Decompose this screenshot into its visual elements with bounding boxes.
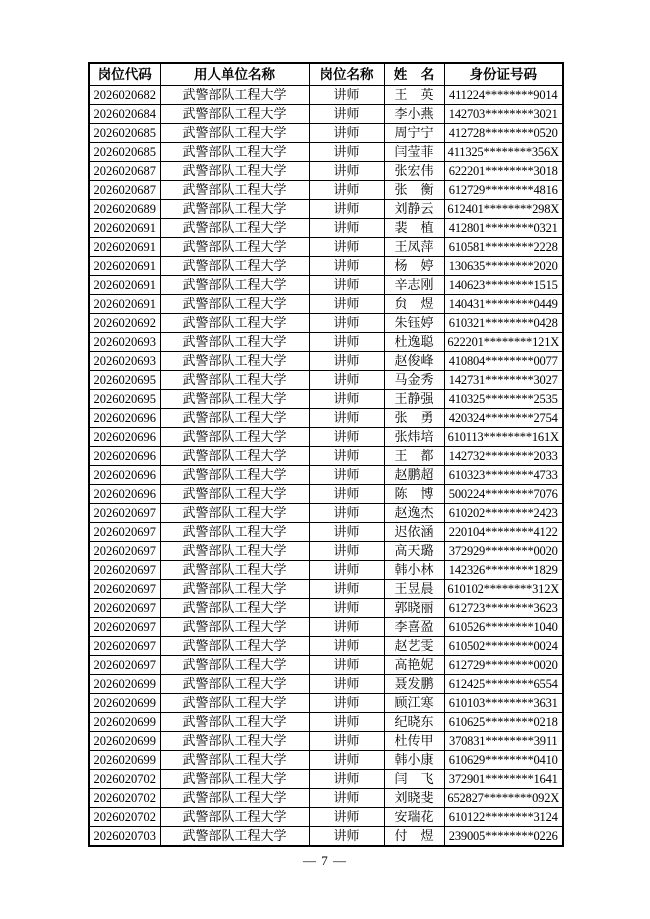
cell-name: 赵逸杰 <box>384 504 444 523</box>
cell-id-number: 612729********4816 <box>444 181 563 200</box>
cell-position-name: 讲师 <box>309 238 384 257</box>
cell-name: 刘静云 <box>384 200 444 219</box>
cell-position-code: 2026020699 <box>89 751 160 770</box>
cell-position-name: 讲师 <box>309 808 384 827</box>
cell-name: 韩小康 <box>384 751 444 770</box>
cell-name: 付 煜 <box>384 827 444 847</box>
cell-id-number: 610625********0218 <box>444 713 563 732</box>
cell-name: 赵俊峰 <box>384 352 444 371</box>
cell-position-code: 2026020691 <box>89 257 160 276</box>
table-row <box>89 143 563 162</box>
table-row <box>89 827 563 847</box>
cell-position-code: 2026020702 <box>89 770 160 789</box>
cell-id-number: 610202********2423 <box>444 504 563 523</box>
cell-employer-name: 武警部队工程大学 <box>160 371 309 390</box>
cell-id-number: 239005********0226 <box>444 827 563 847</box>
cell-id-number: 610581********2228 <box>444 238 563 257</box>
cell-employer-name: 武警部队工程大学 <box>160 352 309 371</box>
cell-position-name: 讲师 <box>309 219 384 238</box>
cell-position-name: 讲师 <box>309 485 384 504</box>
cell-name: 杜传甲 <box>384 732 444 751</box>
cell-id-number: 142703********3021 <box>444 105 563 124</box>
cell-position-name: 讲师 <box>309 428 384 447</box>
cell-position-name: 讲师 <box>309 675 384 694</box>
cell-position-name: 讲师 <box>309 618 384 637</box>
cell-employer-name: 武警部队工程大学 <box>160 523 309 542</box>
table-row <box>89 200 563 219</box>
cell-name: 赵鹏超 <box>384 466 444 485</box>
table-row <box>89 162 563 181</box>
cell-name: 赵艺雯 <box>384 637 444 656</box>
cell-name: 高天璐 <box>384 542 444 561</box>
table-body <box>89 86 563 847</box>
table-row <box>89 770 563 789</box>
cell-position-name: 讲师 <box>309 637 384 656</box>
table-row <box>89 314 563 333</box>
table-row <box>89 789 563 808</box>
cell-position-name: 讲师 <box>309 770 384 789</box>
cell-employer-name: 武警部队工程大学 <box>160 200 309 219</box>
table-row <box>89 276 563 295</box>
cell-position-code: 2026020691 <box>89 219 160 238</box>
cell-employer-name: 武警部队工程大学 <box>160 390 309 409</box>
cell-name: 张宏伟 <box>384 162 444 181</box>
cell-name: 张 衡 <box>384 181 444 200</box>
table-row <box>89 732 563 751</box>
cell-position-name: 讲师 <box>309 599 384 618</box>
table-row <box>89 295 563 314</box>
cell-employer-name: 武警部队工程大学 <box>160 808 309 827</box>
cell-name: 李小燕 <box>384 105 444 124</box>
cell-employer-name: 武警部队工程大学 <box>160 333 309 352</box>
cell-employer-name: 武警部队工程大学 <box>160 162 309 181</box>
col-header-name: 姓 名 <box>384 63 444 86</box>
cell-position-code: 2026020696 <box>89 409 160 428</box>
cell-name: 高艳妮 <box>384 656 444 675</box>
cell-employer-name: 武警部队工程大学 <box>160 428 309 447</box>
cell-position-code: 2026020699 <box>89 675 160 694</box>
cell-name: 王静强 <box>384 390 444 409</box>
cell-id-number: 622201********121X <box>444 333 563 352</box>
cell-position-code: 2026020685 <box>89 124 160 143</box>
col-header-id-number: 身份证号码 <box>444 63 563 86</box>
cell-name: 马金秀 <box>384 371 444 390</box>
table-row <box>89 428 563 447</box>
cell-position-name: 讲师 <box>309 86 384 105</box>
cell-employer-name: 武警部队工程大学 <box>160 219 309 238</box>
cell-id-number: 610103********3631 <box>444 694 563 713</box>
cell-id-number: 370831********3911 <box>444 732 563 751</box>
cell-name: 陈 博 <box>384 485 444 504</box>
cell-position-code: 2026020696 <box>89 485 160 504</box>
table-row <box>89 352 563 371</box>
cell-employer-name: 武警部队工程大学 <box>160 542 309 561</box>
cell-employer-name: 武警部队工程大学 <box>160 238 309 257</box>
cell-name: 韩小林 <box>384 561 444 580</box>
cell-position-code: 2026020684 <box>89 105 160 124</box>
cell-position-code: 2026020693 <box>89 352 160 371</box>
cell-position-code: 2026020697 <box>89 504 160 523</box>
cell-name: 王凤萍 <box>384 238 444 257</box>
cell-id-number: 410325********2535 <box>444 390 563 409</box>
cell-position-name: 讲师 <box>309 105 384 124</box>
cell-position-code: 2026020693 <box>89 333 160 352</box>
cell-employer-name: 武警部队工程大学 <box>160 789 309 808</box>
cell-position-code: 2026020696 <box>89 466 160 485</box>
table-row <box>89 561 563 580</box>
cell-position-code: 2026020699 <box>89 694 160 713</box>
cell-employer-name: 武警部队工程大学 <box>160 599 309 618</box>
cell-employer-name: 武警部队工程大学 <box>160 675 309 694</box>
cell-employer-name: 武警部队工程大学 <box>160 694 309 713</box>
cell-position-code: 2026020691 <box>89 295 160 314</box>
cell-position-name: 讲师 <box>309 162 384 181</box>
cell-id-number: 612401********298X <box>444 200 563 219</box>
cell-id-number: 612729********0020 <box>444 656 563 675</box>
cell-id-number: 610502********0024 <box>444 637 563 656</box>
cell-id-number: 142732********2033 <box>444 447 563 466</box>
cell-position-code: 2026020699 <box>89 732 160 751</box>
cell-id-number: 412728********0520 <box>444 124 563 143</box>
cell-employer-name: 武警部队工程大学 <box>160 580 309 599</box>
cell-name: 杨 婷 <box>384 257 444 276</box>
cell-id-number: 130635********2020 <box>444 257 563 276</box>
cell-id-number: 411224********9014 <box>444 86 563 105</box>
cell-name: 朱钰婷 <box>384 314 444 333</box>
cell-employer-name: 武警部队工程大学 <box>160 656 309 675</box>
cell-position-name: 讲师 <box>309 542 384 561</box>
table-row <box>89 656 563 675</box>
cell-employer-name: 武警部队工程大学 <box>160 295 309 314</box>
cell-position-name: 讲师 <box>309 827 384 847</box>
cell-employer-name: 武警部队工程大学 <box>160 314 309 333</box>
cell-position-code: 2026020685 <box>89 143 160 162</box>
table-row <box>89 523 563 542</box>
cell-position-name: 讲师 <box>309 276 384 295</box>
cell-position-name: 讲师 <box>309 352 384 371</box>
cell-name: 张 勇 <box>384 409 444 428</box>
cell-position-code: 2026020689 <box>89 200 160 219</box>
cell-position-code: 2026020697 <box>89 580 160 599</box>
cell-employer-name: 武警部队工程大学 <box>160 409 309 428</box>
table-row <box>89 409 563 428</box>
cell-id-number: 610526********1040 <box>444 618 563 637</box>
col-header-position-name: 岗位名称 <box>309 63 384 86</box>
cell-employer-name: 武警部队工程大学 <box>160 618 309 637</box>
table-row <box>89 618 563 637</box>
cell-employer-name: 武警部队工程大学 <box>160 561 309 580</box>
cell-position-name: 讲师 <box>309 390 384 409</box>
cell-position-code: 2026020692 <box>89 314 160 333</box>
cell-name: 闫 飞 <box>384 770 444 789</box>
cell-id-number: 142326********1829 <box>444 561 563 580</box>
cell-position-code: 2026020691 <box>89 276 160 295</box>
table-row <box>89 751 563 770</box>
cell-name: 迟依涵 <box>384 523 444 542</box>
cell-name: 王 都 <box>384 447 444 466</box>
cell-position-code: 2026020697 <box>89 599 160 618</box>
table-row <box>89 390 563 409</box>
cell-name: 顾江寒 <box>384 694 444 713</box>
cell-id-number: 610321********0428 <box>444 314 563 333</box>
cell-id-number: 420324********2754 <box>444 409 563 428</box>
cell-position-name: 讲师 <box>309 314 384 333</box>
cell-position-name: 讲师 <box>309 181 384 200</box>
table-row <box>89 675 563 694</box>
cell-position-name: 讲师 <box>309 257 384 276</box>
cell-name: 贠 煜 <box>384 295 444 314</box>
cell-position-code: 2026020696 <box>89 447 160 466</box>
cell-id-number: 411325********356X <box>444 143 563 162</box>
cell-id-number: 142731********3027 <box>444 371 563 390</box>
cell-position-name: 讲师 <box>309 561 384 580</box>
cell-name: 王 英 <box>384 86 444 105</box>
table-row <box>89 542 563 561</box>
table-row <box>89 86 563 105</box>
table-row <box>89 333 563 352</box>
cell-position-name: 讲师 <box>309 580 384 599</box>
cell-position-name: 讲师 <box>309 295 384 314</box>
cell-name: 闫莹菲 <box>384 143 444 162</box>
cell-position-code: 2026020697 <box>89 637 160 656</box>
table-row <box>89 485 563 504</box>
cell-position-code: 2026020687 <box>89 162 160 181</box>
cell-id-number: 610122********3124 <box>444 808 563 827</box>
cell-position-code: 2026020697 <box>89 618 160 637</box>
cell-name: 周宁宁 <box>384 124 444 143</box>
cell-position-code: 2026020691 <box>89 238 160 257</box>
table-row <box>89 181 563 200</box>
cell-position-name: 讲师 <box>309 694 384 713</box>
cell-id-number: 612723********3623 <box>444 599 563 618</box>
table-row <box>89 447 563 466</box>
cell-id-number: 372901********1641 <box>444 770 563 789</box>
cell-id-number: 140431********0449 <box>444 295 563 314</box>
table-row <box>89 637 563 656</box>
cell-position-name: 讲师 <box>309 751 384 770</box>
cell-employer-name: 武警部队工程大学 <box>160 181 309 200</box>
cell-position-code: 2026020695 <box>89 371 160 390</box>
cell-name: 张炜培 <box>384 428 444 447</box>
cell-employer-name: 武警部队工程大学 <box>160 713 309 732</box>
cell-id-number: 652827********092X <box>444 789 563 808</box>
cell-position-name: 讲师 <box>309 200 384 219</box>
cell-id-number: 610102********312X <box>444 580 563 599</box>
table-row <box>89 713 563 732</box>
table-row <box>89 238 563 257</box>
applicant-roster-table <box>88 62 564 847</box>
cell-employer-name: 武警部队工程大学 <box>160 257 309 276</box>
cell-name: 郭晓丽 <box>384 599 444 618</box>
cell-name: 安瑞花 <box>384 808 444 827</box>
cell-name: 杜逸聪 <box>384 333 444 352</box>
cell-employer-name: 武警部队工程大学 <box>160 447 309 466</box>
table-row <box>89 466 563 485</box>
cell-position-name: 讲师 <box>309 732 384 751</box>
cell-position-code: 2026020687 <box>89 181 160 200</box>
cell-employer-name: 武警部队工程大学 <box>160 485 309 504</box>
cell-employer-name: 武警部队工程大学 <box>160 751 309 770</box>
table-row <box>89 219 563 238</box>
table-row <box>89 808 563 827</box>
cell-employer-name: 武警部队工程大学 <box>160 105 309 124</box>
cell-position-name: 讲师 <box>309 409 384 428</box>
cell-id-number: 410804********0077 <box>444 352 563 371</box>
table-row <box>89 504 563 523</box>
table-row <box>89 257 563 276</box>
cell-id-number: 610629********0410 <box>444 751 563 770</box>
cell-position-code: 2026020703 <box>89 827 160 847</box>
cell-name: 李喜盈 <box>384 618 444 637</box>
cell-position-name: 讲师 <box>309 466 384 485</box>
cell-position-name: 讲师 <box>309 447 384 466</box>
cell-position-name: 讲师 <box>309 124 384 143</box>
cell-position-name: 讲师 <box>309 333 384 352</box>
cell-position-code: 2026020697 <box>89 542 160 561</box>
cell-name: 辛志刚 <box>384 276 444 295</box>
cell-id-number: 140623********1515 <box>444 276 563 295</box>
cell-name: 聂发鹏 <box>384 675 444 694</box>
cell-employer-name: 武警部队工程大学 <box>160 732 309 751</box>
cell-employer-name: 武警部队工程大学 <box>160 770 309 789</box>
cell-id-number: 612425********6554 <box>444 675 563 694</box>
cell-position-code: 2026020697 <box>89 561 160 580</box>
cell-id-number: 610323********4733 <box>444 466 563 485</box>
cell-id-number: 610113********161X <box>444 428 563 447</box>
cell-name: 裴 植 <box>384 219 444 238</box>
col-header-position-code: 岗位代码 <box>89 63 160 86</box>
cell-position-name: 讲师 <box>309 371 384 390</box>
cell-position-name: 讲师 <box>309 523 384 542</box>
cell-position-name: 讲师 <box>309 656 384 675</box>
cell-employer-name: 武警部队工程大学 <box>160 86 309 105</box>
cell-position-code: 2026020682 <box>89 86 160 105</box>
cell-id-number: 622201********3018 <box>444 162 563 181</box>
table-row <box>89 371 563 390</box>
cell-name: 王昱晨 <box>384 580 444 599</box>
cell-id-number: 372929********0020 <box>444 542 563 561</box>
cell-position-name: 讲师 <box>309 504 384 523</box>
cell-name: 刘晓斐 <box>384 789 444 808</box>
page-number-footer: — 7 — <box>303 853 347 868</box>
cell-employer-name: 武警部队工程大学 <box>160 504 309 523</box>
cell-employer-name: 武警部队工程大学 <box>160 143 309 162</box>
cell-id-number: 412801********0321 <box>444 219 563 238</box>
table-row <box>89 105 563 124</box>
table-row <box>89 694 563 713</box>
cell-position-name: 讲师 <box>309 713 384 732</box>
table-row <box>89 580 563 599</box>
col-header-employer-name: 用人单位名称 <box>160 63 309 86</box>
cell-employer-name: 武警部队工程大学 <box>160 124 309 143</box>
cell-position-name: 讲师 <box>309 143 384 162</box>
cell-employer-name: 武警部队工程大学 <box>160 466 309 485</box>
cell-id-number: 500224********7076 <box>444 485 563 504</box>
table-header-row <box>89 63 563 86</box>
cell-position-code: 2026020702 <box>89 789 160 808</box>
table-row <box>89 599 563 618</box>
cell-employer-name: 武警部队工程大学 <box>160 637 309 656</box>
cell-employer-name: 武警部队工程大学 <box>160 827 309 847</box>
cell-position-code: 2026020699 <box>89 713 160 732</box>
cell-position-code: 2026020697 <box>89 523 160 542</box>
cell-id-number: 220104********4122 <box>444 523 563 542</box>
cell-position-code: 2026020696 <box>89 428 160 447</box>
cell-name: 纪晓东 <box>384 713 444 732</box>
cell-position-name: 讲师 <box>309 789 384 808</box>
cell-position-code: 2026020702 <box>89 808 160 827</box>
table-row <box>89 124 563 143</box>
cell-employer-name: 武警部队工程大学 <box>160 276 309 295</box>
cell-position-code: 2026020697 <box>89 656 160 675</box>
cell-position-code: 2026020695 <box>89 390 160 409</box>
